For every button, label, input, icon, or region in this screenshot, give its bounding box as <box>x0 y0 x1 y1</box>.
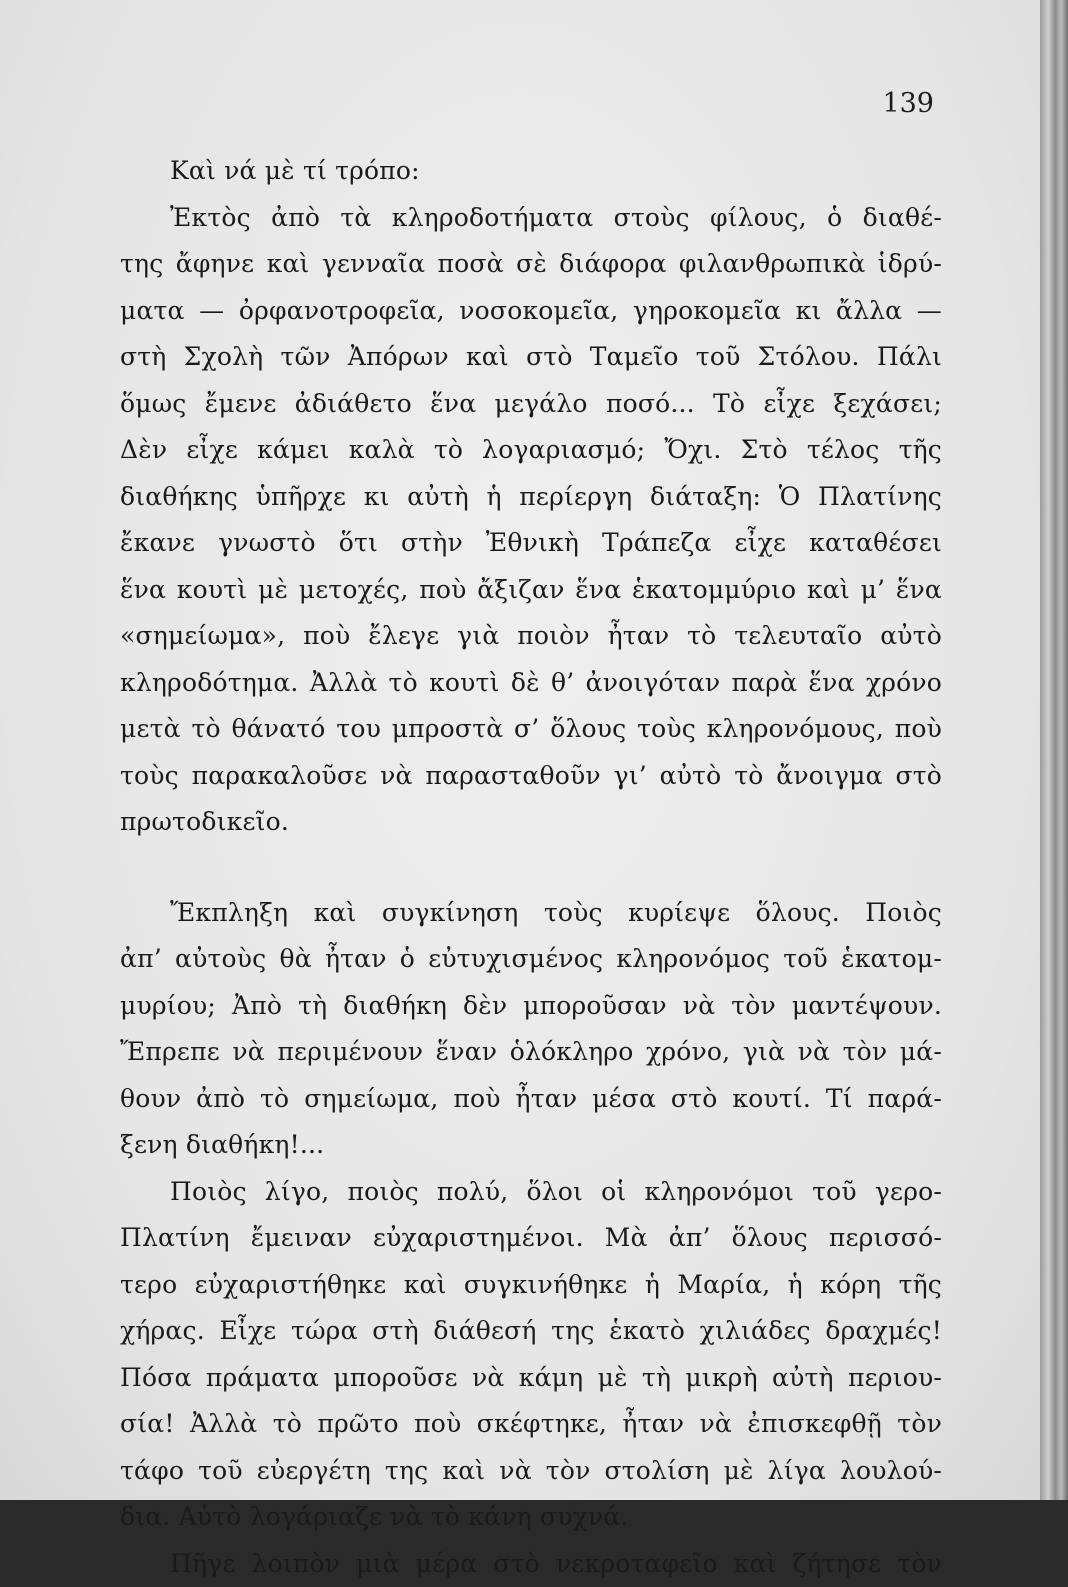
body-text <box>120 148 942 1587</box>
paragraph-gap <box>120 846 942 890</box>
text-line: ἀπ’ αὐτοὺς θὰ ἦταν ὁ εὐτυχισμένος κληρονόμος τοῦ ἑκατομ- <box>120 936 942 983</box>
text-line: ἔκανε γνωστὸ ὅτι στὴν Ἐθνικὴ Τράπεζα εἶχε καταθέσει <box>120 520 942 567</box>
text-line: Ἔκπληξη καὶ συγκίνηση τοὺς κυρίεψε ὅλους. Ποιὸς <box>120 890 942 937</box>
text-line: Πόσα πράματα μποροῦσε νὰ κάμη μὲ τὴ μικρὴ αὐτὴ περιου- <box>120 1355 942 1402</box>
text-line: Πῆγε λοιπὸν μιὰ μέρα στὸ νεκροταφεῖο καὶ ζήτησε τὸν <box>120 1541 942 1587</box>
text-line: Ἔπρεπε νὰ περιμένουν ἕναν ὁλόκληρο χρόνο, γιὰ νὰ τὸν μά- <box>120 1029 942 1076</box>
text-line: τερο εὐχαριστήθηκε καὶ συγκινήθηκε ἡ Μαρία, ἡ κόρη τῆς <box>120 1262 942 1309</box>
text-line: στὴ Σχολὴ τῶν Ἀπόρων καὶ στὸ Ταμεῖο τοῦ Στόλου. Πάλι <box>120 334 942 381</box>
text-line: τοὺς παρακαλοῦσε νὰ παρασταθοῦν γι’ αὐτὸ τὸ ἄνοιγμα στὸ <box>120 753 942 800</box>
text-line: μυρίου; Ἀπὸ τὴ διαθήκη δὲν μποροῦσαν νὰ τὸν μαντέψουν. <box>120 983 942 1030</box>
text-line: Ἐκτὸς ἀπὸ τὰ κληροδοτήματα στοὺς φίλους, ὁ διαθέ- <box>120 195 942 242</box>
text-line: Ποιὸς λίγο, ποιὸς πολύ, ὅλοι οἱ κληρονόμοι τοῦ γερο- <box>120 1169 942 1216</box>
text-line: Καὶ νά μὲ τί τρόπο: <box>120 148 942 195</box>
text-line: ἕνα κουτὶ μὲ μετοχές, ποὺ ἄξιζαν ἕνα ἑκατομμύριο καὶ μ’ ἕνα <box>120 567 942 614</box>
text-line: σία! Ἀλλὰ τὸ πρῶτο ποὺ σκέφτηκε, ἦταν νὰ ἐπισκεφθῇ τὸν <box>120 1401 942 1448</box>
text-line: Δὲν εἶχε κάμει καλὰ τὸ λογαριασμό; Ὄχι. Στὸ τέλος τῆς <box>120 427 942 474</box>
text-line: πρωτοδικεῖο. <box>120 799 942 846</box>
page-number: 139 <box>880 88 934 119</box>
text-line: «σημείωμα», ποὺ ἔλεγε γιὰ ποιὸν ἦταν τὸ τελευταῖο αὐτὸ <box>120 613 942 660</box>
text-line: τάφο τοῦ εὐεργέτη της καὶ νὰ τὸν στολίση μὲ λίγα λουλού- <box>120 1448 942 1495</box>
text-line: μετὰ τὸ θάνατό του μπροστὰ σ’ ὅλους τοὺς κληρονόμους, ποὺ <box>120 706 942 753</box>
text-line: ματα — ὀρφανοτροφεῖα, νοσοκομεῖα, γηροκομεῖα κι ἄλλα — <box>120 288 942 335</box>
text-line: διαθήκης ὑπῆρχε κι αὐτὴ ἡ περίεργη διάταξη: Ὁ Πλατίνης <box>120 474 942 521</box>
text-line: της ἄφηνε καὶ γενναῖα ποσὰ σὲ διάφορα φιλανθρωπικὰ ἱδρύ- <box>120 241 942 288</box>
text-line: ὅμως ἔμενε ἀδιάθετο ἕνα μεγάλο ποσό... Τὸ εἶχε ξεχάσει; <box>120 381 942 428</box>
text-line: κληροδότημα. Ἀλλὰ τὸ κουτὶ δὲ θ’ ἀνοιγόταν παρὰ ἕνα χρόνο <box>120 660 942 707</box>
book-page-edge <box>1040 0 1068 1500</box>
text-line: θουν ἀπὸ τὸ σημείωμα, ποὺ ἦταν μέσα στὸ κουτί. Τί παρά- <box>120 1076 942 1123</box>
text-line: Πλατίνη ἔμειναν εὐχαριστημένοι. Μὰ ἀπ’ ὅλους περισσό- <box>120 1215 942 1262</box>
text-line: χήρας. Εἶχε τώρα στὴ διάθεσή της ἑκατὸ χιλιάδες δραχμές! <box>120 1308 942 1355</box>
text-line: ξενη διαθήκη!... <box>120 1122 942 1169</box>
text-line: δια. Αὐτὸ λογάριαζε νὰ τὸ κάνη συχνά. <box>120 1494 942 1541</box>
